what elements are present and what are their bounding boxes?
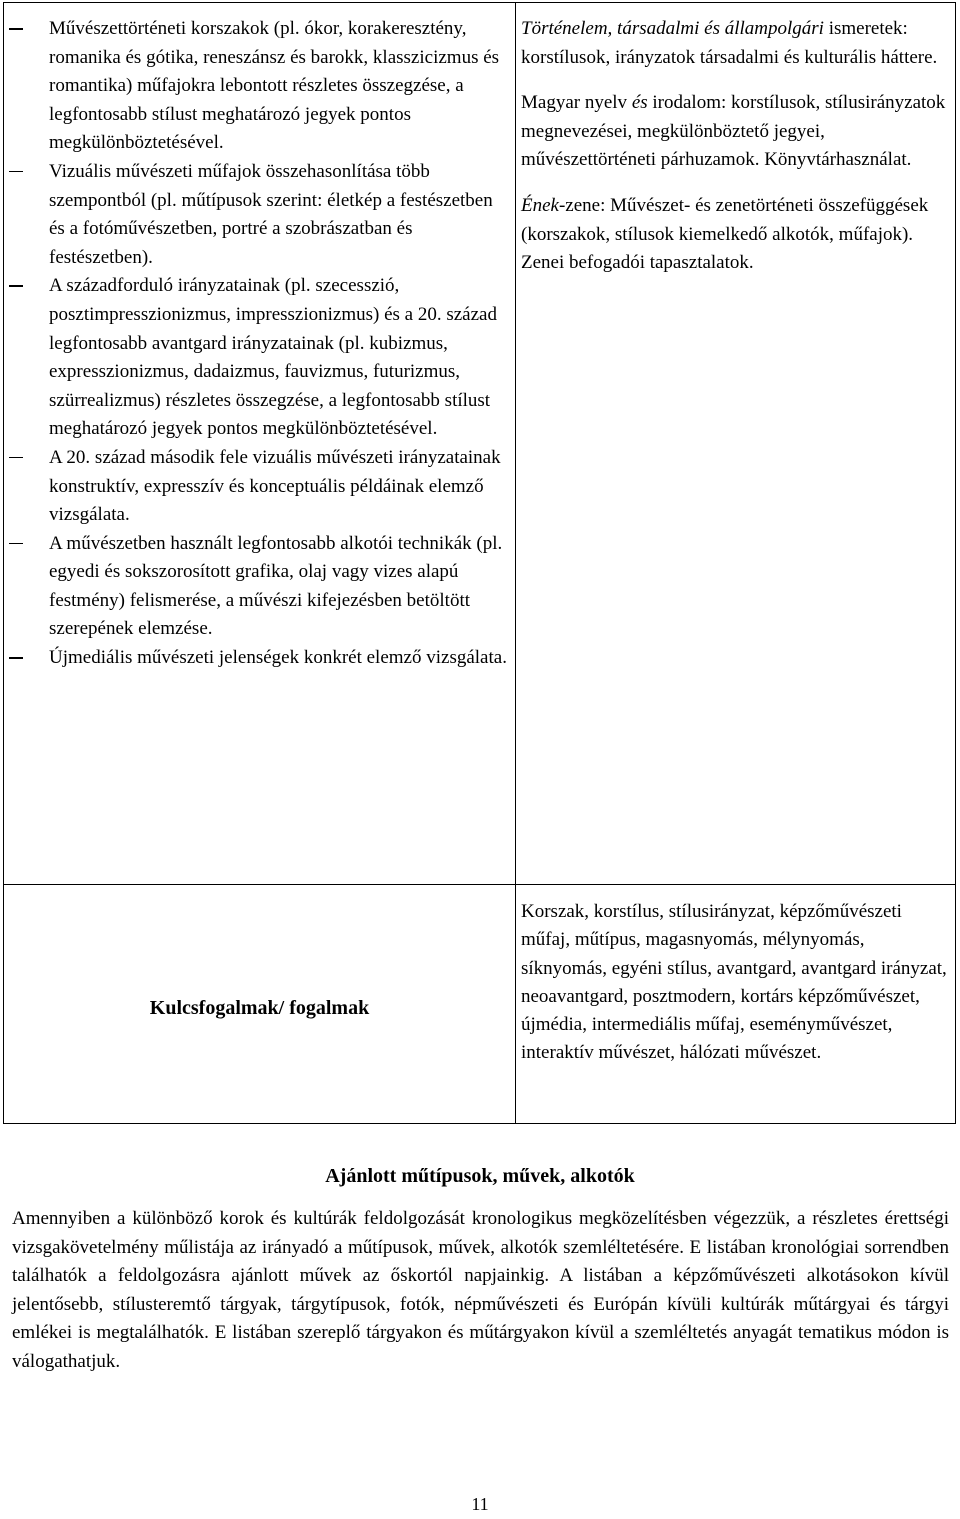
column-divider bbox=[515, 3, 516, 1123]
content-table bbox=[3, 2, 956, 1124]
subject-connections bbox=[521, 15, 951, 278]
list-item: A 20. század második fele vizuális művészeti irányzatainak konstruktív, expresszív és konceptuális példáinak elemző vizsgálata. bbox=[4, 444, 507, 530]
list-item: A századforduló irányzatainak (pl. szecesszió, posztimpresszionizmus, impresszionizmus) és a 20. század legfontosabb avantgard irányzatainak (pl. kubizmus, expresszionizmus, dadaizmus, fauvizmus, futurizmus, szürrealizmus) részletes összegzése, a legfontosabb stílust meghatározó jegyek pontos megkülönböztetésével. bbox=[4, 272, 507, 444]
dash-bullet-icon bbox=[9, 171, 23, 173]
dash-bullet-icon bbox=[9, 657, 23, 659]
dash-bullet-icon bbox=[9, 28, 23, 30]
page-number: 11 bbox=[471, 1494, 489, 1514]
dash-bullet-icon bbox=[9, 457, 23, 459]
keywords-title: Kulcsfogalmak/ fogalmak bbox=[149, 997, 370, 1019]
dash-bullet-icon bbox=[9, 543, 23, 545]
list-item: Művészettörténeti korszakok (pl. ókor, korakeresztény, romanika és gótika, reneszánsz és barokk, klasszicizmus és romantika) műfajokra lebontott részletes összegzése, a legfontosabb stílust meghatározó jegyek pontos megkülönböztetésével. bbox=[4, 15, 507, 158]
history-connection: Történelem, társadalmi és állampolgári ismeretek: korstílusok, irányzatok társadalmi és kulturális háttere. bbox=[521, 18, 938, 68]
list-item: Vizuális művészeti műfajok összehasonlítása több szempontból (pl. műtípusok szerint: életkép a festészetben és a fotóművészetben, portré a szobrászatban és festészetben). bbox=[4, 158, 507, 272]
literature-connection: Magyar nyelv és irodalom: korstílusok, stílusirányzatok megnevezései, megkülönböztető jegyei, művészettörténeti párhuzamok. Könyvtárhasználat. bbox=[521, 92, 946, 171]
music-connection: Ének-zene: Művészet- és zenetörténeti összefüggések (korszakok, stílusok kiemelkedő alkotók, műfajok). Zenei befogadói tapasztalatok. bbox=[521, 194, 929, 274]
list-item: Újmediális művészeti jelenségek konkrét elemző vizsgálata. bbox=[4, 644, 507, 673]
row-divider bbox=[4, 884, 955, 885]
keywords-text: Korszak, korstílus, stílusirányzat, képzőművészeti műfaj, műtípus, magasnyomás, mélynyomás, síknyomás, egyéni stílus, avantgard, avantgard irányzat, neoavantgard, posztmodern, kortárs képzőművészet, újmédia, intermediális műfaj, eseményművészet, interaktív művészet, hálózati művészet. bbox=[521, 901, 947, 1064]
section-heading: Ajánlott műtípusok, művek, alkotók bbox=[325, 1165, 635, 1187]
dash-bullet-icon bbox=[9, 285, 23, 287]
section-body: Amennyiben a különböző korok és kultúrák feldolgozását kronologikus megközelítésben végezzük, a részletes érettségi vizsgakövetelmény műlistája az irányadó a műtípusok, művek, alkotók szemléltetésére. E listában kronológiai sorrendben találhatók a feldolgozásra ajánlott művek az őskortól napjainkig. A listában a képzőművészeti alkotásokon kívül jelentősebb, stílusteremtő tárgyak, tárgytípusok, fotók, népművészeti és Európán kívüli kultúrák műtárgyai és tárgyi emlékei is megtalálhatók. E listában szereplő tárgyakon és műtárgyakon kívül a szemléltetés anyagát tematikus módon is válogathatjuk. bbox=[12, 1208, 949, 1372]
activities-list bbox=[4, 15, 507, 673]
list-item: A művészetben használt legfontosabb alkotói technikák (pl. egyedi és sokszorosított grafika, olaj vagy vizes alapú festmény) felismerése, a művészi kifejezésben betöltött szerepének elemzése. bbox=[4, 530, 507, 644]
